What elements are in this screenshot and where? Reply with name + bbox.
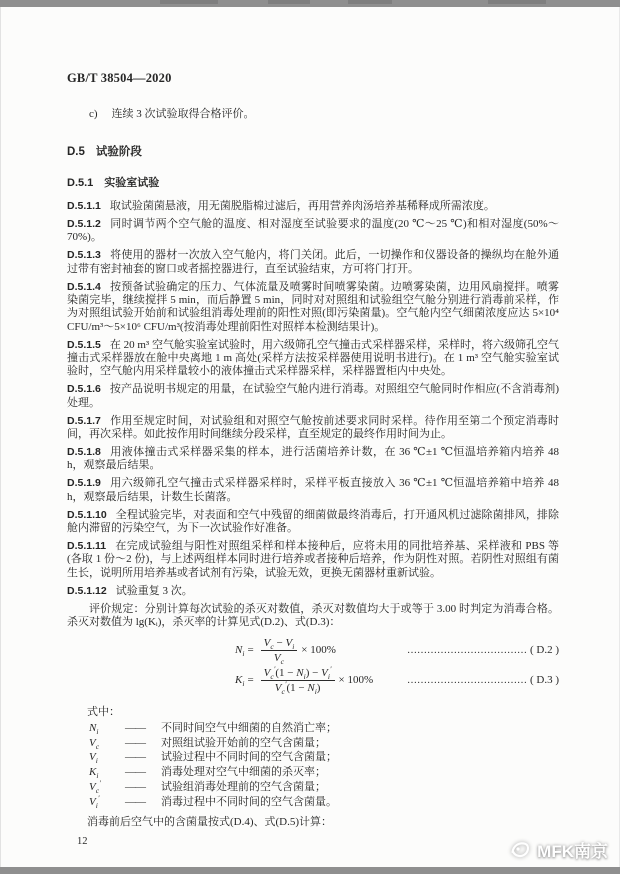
variable-symbol: $N_i$: [89, 721, 99, 737]
clause-d5-1-8: [67, 446, 559, 473]
list-item-c: [67, 105, 559, 121]
clause-text: 试验重复 3 次。: [115, 584, 193, 597]
section-id: D.5: [67, 146, 85, 158]
where-label: 式中：: [87, 705, 120, 718]
scan-artifact: [488, 0, 546, 4]
clause-id: D.5.1.3: [67, 249, 101, 262]
list-item-c-text: 连续 3 次试验取得合格评价。: [111, 108, 255, 120]
variable-symbol: $V_c'$: [89, 778, 101, 796]
clause-d5-1-6: [67, 383, 559, 410]
leader-dots: ………………………………: [406, 674, 527, 686]
variable-dash: ——: [125, 795, 145, 808]
variable-symbol: $V_c$: [89, 736, 100, 751]
section-title: 试验阶段: [95, 146, 142, 158]
standard-number-header: GB/T 38504—2020: [67, 71, 172, 85]
variable-definition: 消毒过程中不同时间的空气含菌量。: [161, 795, 337, 808]
variable-definition: 试验过程中不同时间的空气含菌量；: [161, 751, 337, 764]
variable-dash: ——: [125, 736, 145, 749]
clause-id: D.5.1.8: [67, 446, 101, 458]
clause-list: [67, 200, 559, 598]
variable-definition: 不同时间空气中细菌的自然消亡率；: [161, 721, 337, 734]
clause-text: 作用至规定时间，对试验组和对照空气舱按前述要求同时采样。待作用至第二个预定消毒时间，再次采样。如此按作用时间继续分段采样，直至规定的最终作用时间为止。: [67, 414, 559, 441]
variable-definition: 消毒处理对空气中细菌的杀灭率；: [161, 766, 326, 779]
variable-definition: 试验组消毒处理前的空气含菌量；: [161, 781, 326, 794]
evaluation-paragraph: 评价规定：分别计算每次试验的杀灭对数值，杀灭对数值均大于或等于 3.00 时判定为消毒合格。杀灭对数值为 lg(Kᵢ)，杀灭率的计算见式(D.2)、式(D.3)：: [67, 603, 559, 629]
clause-text: 用六级筛孔空气撞击式采样器采样时，采样平板直接放入 36 ℃±1 ℃恒温培养箱中培养 48 h，观察最后结果，计数生长菌落。: [67, 477, 559, 503]
clause-text: 按产品说明书规定的用量，在试验空气舱内进行消毒。对照组空气舱同时作相应(不含消毒剂)处理。: [67, 383, 559, 409]
clause-id: D.5.1.6: [67, 383, 101, 396]
clause-d5-1-3: [67, 249, 559, 276]
closing-line: 消毒前后空气中的含菌量按式(D.4)、式(D.5)计算：: [87, 815, 333, 828]
watermark-logo-icon: [508, 838, 532, 862]
variable-row: [67, 793, 559, 811]
watermark-text: MFK南京: [537, 842, 608, 861]
variable-row: [67, 737, 559, 749]
variable-symbol: $V_i'$: [89, 793, 100, 811]
clause-d5-1-9: [67, 477, 559, 504]
section-heading-d5: [67, 143, 559, 159]
list-item-c-label: c): [89, 108, 98, 120]
variable-row: [67, 751, 559, 766]
clause-d5-1-1: [67, 200, 559, 213]
variable-dash: ——: [125, 781, 145, 794]
variable-definition: 对照组试验开始前的空气含菌量；: [161, 736, 326, 749]
clause-d5-1-12: [67, 585, 559, 598]
watermark: [508, 837, 608, 862]
section-title: 实验室试验: [104, 177, 160, 189]
variable-list: [67, 721, 559, 811]
variable-row: [67, 778, 559, 796]
variable-dash: ——: [125, 766, 145, 779]
clause-text: 同时调节两个空气舱的温度、相对湿度至试验要求的温度(20 ℃～25 ℃)和相对湿度(50%～70%)。: [67, 217, 559, 244]
variable-dash: ——: [125, 751, 145, 764]
formula-label-d3: ( D.3 ): [529, 674, 559, 687]
variable-dash: ——: [125, 721, 145, 734]
clause-id: D.5.1.2: [67, 217, 101, 230]
formula-d2: [67, 636, 559, 667]
document-page: [0, 7, 620, 867]
clause-text: 按预备试验确定的压力、气体流量及喷雾时间喷雾染菌。边喷雾染菌，边用风扇搅拌。喷雾染菌完毕，继续搅拌 5 min，而后静置 5 min，同时对对照组和试验组空气舱分别进行消毒前采样，作为对照组试验开始前和试验组消毒处理前的阳性对照(即污染菌量)。空气舱内空气细菌浓度应达 5×10⁴ CFU/m³～5×10⁶ CFU/m³(按消毒处理前阳性对照样本检测结果计)。: [67, 280, 559, 333]
clause-d5-1-2: [67, 218, 559, 245]
variable-row: [67, 766, 559, 781]
clause-d5-1-7: [67, 415, 559, 442]
clause-text: 在完成试验组与阳性对照组采样和样本接种后，应将未用的同批培养基、采样液和 PBS 等(各取 1 份～2 份)，与上述两组样本同时进行培养或者接种后培养，作为阴性对照。若阴性对照组有菌生长，说明所用培养基或者试剂有污染，试验无效，更换无菌器材重新试验。: [67, 539, 559, 579]
clause-text: 在 20 m³ 空气舱实验室试验时，用六级筛孔空气撞击式采样器采样，采样时，将六级筛孔空气撞击式采样器放在舱中央离地 1 m 高处(采样方法按采样器使用说明书进行)。在 1 m³ 空气舱实验室试验时，空气舱内用采样量较小的液体撞击式采样器采样，采样器置柜内中央处。: [67, 338, 559, 378]
scan-artifact: [160, 0, 218, 4]
clause-d5-1-5: [67, 339, 559, 379]
clause-id: D.5.1.4: [67, 280, 101, 293]
scan-artifact: [268, 0, 310, 4]
clause-id: D.5.1.12: [67, 584, 107, 597]
variable-symbol: $K_i$: [89, 766, 99, 781]
leader-dots: ………………………………: [406, 644, 527, 656]
scan-artifact: [348, 0, 392, 4]
variable-symbol: $V_i$: [89, 751, 98, 766]
clause-d5-1-10: [67, 509, 559, 536]
clause-d5-1-4: [67, 281, 559, 335]
formula-d3-expression: $K_i$ = $\frac{V_c'(1 - N_i) - V_i'}{V_c'(1 - N_i)}$ × 100%: [235, 664, 374, 697]
clause-d5-1-11: [67, 540, 559, 580]
section-heading-d5-1: [67, 174, 559, 190]
clause-id: D.5.1.7: [67, 414, 101, 427]
clause-text: 全程试验完毕，对表面和空气中残留的细菌做最终消毒后，打开通风机过滤除菌排风，排除舱内滞留的污染空气，为下一次试验作好准备。: [67, 508, 559, 535]
clause-id: D.5.1.10: [67, 508, 107, 521]
formula-label-d2: ( D.2 ): [529, 644, 559, 657]
clause-id: D.5.1.5: [67, 338, 101, 351]
clause-id: D.5.1.9: [67, 477, 101, 490]
formula-d3: [67, 664, 559, 697]
section-id: D.5.1: [67, 177, 94, 189]
clause-text: 将使用的器材一次放入空气舱内，将门关闭。此后，一切操作和仪器设备的操纵均在舱外通过带有密封袖套的窗口或者摇控器进行，直至试验结束，方可将门打开。: [67, 249, 559, 275]
clause-text: 取试验菌菌悬液，用无菌脱脂棉过滤后，再用营养肉汤培养基稀释成所需浓度。: [109, 200, 495, 212]
clause-text: 用液体撞击式采样器采集的样本，进行活菌培养计数，在 36 ℃±1 ℃恒温培养箱内培养 48 h，观察最后结果。: [67, 446, 559, 472]
variable-row: [67, 721, 559, 737]
page-number: 12: [77, 835, 88, 847]
formula-d2-expression: $N_i$ = $\frac{V_c - V_i}{V_c}$ × 100%: [235, 636, 336, 667]
clause-id: D.5.1.1: [67, 200, 101, 212]
clause-id: D.5.1.11: [67, 539, 107, 552]
